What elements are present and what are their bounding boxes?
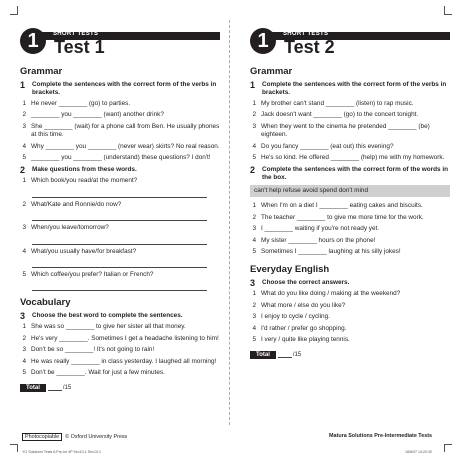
answer-line[interactable] (32, 189, 207, 198)
item-number: 2 (252, 111, 256, 119)
instruction-text: Complete the sentences with the correct form of the verbs in brackets. (32, 81, 217, 96)
list-item (250, 100, 450, 108)
score-blank[interactable] (278, 351, 292, 358)
item-number: 1 (252, 290, 256, 298)
item-text: What more / else do you like? (261, 301, 346, 309)
exercise-list (20, 224, 220, 232)
answer-line[interactable] (32, 236, 207, 245)
list-item (250, 225, 450, 233)
exercise-list (20, 100, 220, 162)
grammar-heading: Grammar (250, 66, 293, 77)
total-max: /15 (292, 351, 302, 358)
item-number: 2 (22, 200, 26, 208)
instruction-text: Choose the correct answers. (262, 279, 350, 287)
list-item (250, 302, 450, 310)
item-text: She ________ (wait) for a phone call from Ben. He usually phones at this time. (31, 122, 220, 139)
list-item (250, 336, 450, 344)
list-item (250, 290, 450, 298)
unit-badge: 1 (20, 28, 46, 54)
exercise-list (250, 100, 450, 162)
item-text: Which book/you read/at the moment? (31, 177, 138, 185)
list-item (20, 177, 220, 185)
item-number: 4 (252, 142, 256, 150)
task-instruction (20, 166, 220, 174)
item-number: 5 (22, 154, 26, 162)
book-title-footer: Matura Solutions Pre-Intermediate Tests (329, 433, 432, 439)
exercise-list (20, 177, 220, 185)
item-number: 1 (22, 100, 26, 107)
item-number: 1 (22, 323, 26, 331)
item-text: Why ________ you ________ (never wear) skirts? No real reason. (31, 142, 220, 150)
item-number: 2 (22, 334, 26, 342)
list-item (20, 346, 220, 354)
item-number: 4 (22, 357, 26, 365)
list-item (250, 325, 450, 333)
instruction-text: Choose the best word to complete the sentences. (32, 312, 183, 320)
item-text: When I'm on a diet I ________ eating cakes and biscuits. (261, 202, 423, 210)
item-text: He was really ________ in class yesterday. I laughed all morning! (31, 357, 217, 365)
item-text: She was so ________ to give her sister all that money. (31, 323, 186, 331)
item-number: 4 (252, 324, 256, 332)
task-number: 2 (250, 165, 256, 176)
total-label: Total (20, 384, 46, 392)
item-text: My sister ________ hours on the phone! (261, 236, 376, 244)
total-score (250, 351, 450, 359)
exercise-list (20, 201, 220, 209)
list-item (250, 237, 450, 245)
list-item (20, 323, 220, 331)
exercise-list (20, 323, 220, 377)
item-number: 3 (252, 225, 256, 233)
task-instruction (250, 166, 450, 182)
item-number: 2 (252, 301, 256, 309)
list-item (20, 143, 220, 151)
item-text: He's so kind. He offered ________ (help) me with my homework. (261, 154, 445, 162)
test-2-header (250, 28, 450, 58)
instruction-text: Make questions from these words. (32, 166, 137, 174)
item-number: 4 (22, 247, 26, 255)
item-text: The teacher ________ to give me more time for the work. (261, 213, 424, 221)
task-number: 1 (250, 80, 256, 90)
list-item (250, 248, 450, 256)
list-item (20, 335, 220, 343)
item-text: He's very ________. Sometimes I get a headache listening to him! (31, 334, 219, 342)
item-number: 1 (252, 202, 256, 210)
task-number: 3 (250, 278, 256, 289)
publisher-label: © Oxford University Press (65, 434, 128, 440)
list-item (20, 369, 220, 377)
answer-line[interactable] (32, 212, 207, 221)
item-number: 1 (252, 100, 256, 107)
score-blank[interactable] (48, 384, 62, 391)
item-number: 3 (22, 122, 26, 130)
item-number: 5 (252, 154, 256, 162)
task-instruction (250, 279, 450, 287)
total-score (20, 384, 220, 392)
vocabulary-heading: Vocabulary (20, 297, 71, 309)
item-text: What do you like doing / making at the weekend? (261, 290, 401, 298)
item-number: 3 (22, 346, 26, 354)
word-box: can't help refuse avoid spend don't mind (250, 185, 450, 197)
unit-badge: 1 (250, 28, 276, 54)
item-text: Don't be so ________! It's not going to rain! (31, 346, 155, 354)
list-item (20, 100, 220, 108)
list-item (20, 224, 220, 232)
task-number: 2 (20, 165, 26, 176)
everyday-english-heading: Everyday English (250, 264, 330, 276)
list-item (20, 123, 220, 140)
item-number: 4 (22, 142, 26, 150)
instruction-text: Complete the sentences with the correct form of the words in the box. (262, 166, 449, 182)
test-2-column (250, 28, 450, 359)
list-item (250, 111, 450, 119)
list-item (250, 154, 450, 162)
item-text: Sometimes I ________ laughing at his silly jokes! (261, 248, 401, 256)
item-text: Jack doesn't want ________ (go) to the concert tonight. (261, 111, 419, 119)
item-number: 3 (22, 224, 26, 232)
item-number: 2 (252, 213, 256, 221)
task-instruction (20, 81, 220, 97)
item-text: I very / quite like playing tennis. (261, 336, 350, 344)
item-text: Which coffee/you prefer? Italian or French? (31, 271, 154, 279)
item-text: When they went to the cinema he pretended ________ (be) eighteen. (261, 122, 430, 139)
item-text: When/you leave/tomorrow? (31, 224, 109, 232)
task-number: 1 (20, 80, 26, 90)
banner-label: SHORT TESTS (283, 31, 329, 37)
item-number: 5 (252, 336, 256, 344)
item-number: 1 (22, 177, 26, 185)
answer-line[interactable] (32, 259, 207, 268)
instruction-text: Complete the sentences with the correct form of the verbs in brackets. (262, 81, 447, 96)
exercise-list (250, 202, 450, 256)
item-number: 4 (252, 236, 256, 244)
item-text: He never ________ (go) to parties. (31, 100, 131, 107)
print-slug: YO Solutions Tests A Pre-Int 4P Sec10-1 Sec10:1 (22, 450, 101, 454)
exercise-list (20, 271, 220, 279)
item-text: I'd rather / prefer go shopping. (261, 324, 347, 332)
item-text: ________ you ________ (want) another drink? (31, 111, 164, 119)
total-label: Total (250, 351, 276, 359)
item-text: I enjoy to cycle / cycling. (261, 313, 330, 321)
item-text: I ________ waiting if you're not ready yet. (261, 225, 380, 233)
list-item (250, 313, 450, 321)
exercise-list (250, 290, 450, 344)
fold-line (229, 20, 230, 425)
list-item (250, 143, 450, 151)
item-text: ________ you ________ (understand) these questions? I don't! (31, 154, 211, 162)
item-text: Don't be ________. Wait for just a few minutes. (31, 369, 165, 377)
list-item (20, 154, 220, 162)
copyright-footer (22, 433, 127, 441)
item-number: 5 (22, 369, 26, 377)
item-text: What/you usually have/for breakfast? (31, 247, 137, 255)
banner-label: SHORT TESTS (53, 31, 99, 37)
task-number: 3 (20, 311, 26, 322)
exercise-list (20, 248, 220, 256)
test-title: Test 1 (54, 37, 105, 57)
list-item (20, 111, 220, 119)
print-timestamp: 18/8/07 14:20:30 (405, 450, 432, 454)
test-1-header (20, 28, 220, 58)
list-item (20, 271, 220, 279)
photocopiable-label: Photocopiable (22, 433, 62, 441)
total-max: /15 (62, 384, 72, 391)
task-instruction (250, 81, 450, 97)
item-text: Do you fancy ________ (eat out) this evening? (261, 142, 394, 150)
item-text: What/Kate and Ronnie/do now? (31, 200, 122, 208)
item-number: 2 (22, 111, 26, 119)
item-number: 3 (252, 122, 256, 130)
test-title: Test 2 (284, 37, 335, 57)
grammar-heading: Grammar (20, 66, 63, 77)
task-instruction (20, 312, 220, 320)
item-number: 5 (22, 271, 26, 279)
answer-line[interactable] (32, 282, 207, 291)
list-item (250, 123, 450, 140)
test-1-column (20, 28, 220, 392)
list-item (20, 201, 220, 209)
list-item (20, 358, 220, 366)
item-number: 5 (252, 248, 256, 256)
list-item (250, 202, 450, 210)
list-item (20, 248, 220, 256)
item-number: 3 (252, 313, 256, 321)
list-item (250, 214, 450, 222)
item-text: My brother can't stand ________ (listen) to rap music. (261, 100, 414, 107)
